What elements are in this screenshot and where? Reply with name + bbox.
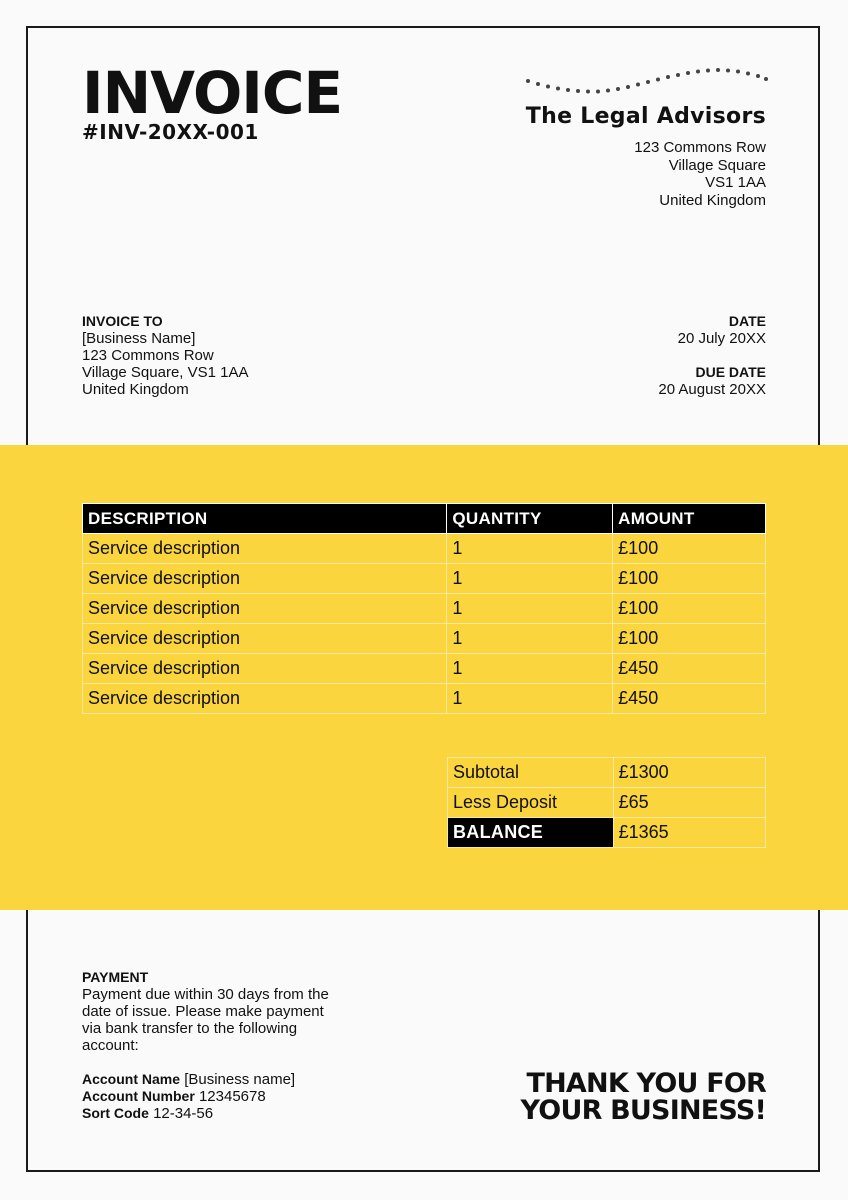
item-amount: £100 [613,534,766,564]
account-number-line [82,1088,332,1105]
company-name: The Legal Advisors [525,104,766,129]
totals-table [447,757,766,848]
company-address-line: United Kingdom [659,191,766,209]
deposit-label: Less Deposit [448,788,614,818]
item-quantity: 1 [447,624,613,654]
item-amount: £450 [613,684,766,714]
item-description: Service description [83,624,447,654]
sort-code-label: Sort Code [82,1105,149,1121]
table-row [83,564,766,594]
payment-label: PAYMENT [82,969,149,985]
company-address-line: 123 Commons Row [634,139,766,156]
column-header-quantity: QUANTITY [447,504,613,534]
deposit-row [448,788,766,818]
dotted-wave-decoration [522,64,770,98]
bill-to-label: INVOICE TO [82,313,163,329]
subtotal-label: Subtotal [448,758,614,788]
sort-code-line [82,1105,332,1122]
table-row [83,684,766,714]
subtotal-row [448,758,766,788]
item-description: Service description [83,654,447,684]
company-address [634,139,766,209]
sort-code: 12-34-56 [153,1105,214,1122]
account-name-label: Account Name [82,1071,181,1087]
item-description: Service description [83,534,447,564]
thank-you-line-2: YOUR BUSINESS! [520,1095,766,1126]
company-address-line: Village Square [668,156,766,174]
items-table [82,503,766,714]
account-name: [Business name] [184,1071,296,1088]
invoice-title: INVOICE [82,59,343,127]
invoice-date: 20 July 20XX [677,330,766,347]
table-row [83,534,766,564]
items-header-row [83,504,766,534]
bill-to-block [82,313,249,398]
bill-to-line: Village Square, VS1 1AA [82,364,249,381]
due-date-label: DUE DATE [695,364,766,380]
item-quantity: 1 [447,654,613,684]
subtotal-value: £1300 [613,758,765,788]
item-amount: £100 [613,564,766,594]
company-address-line: VS1 1AA [705,174,766,191]
balance-value: £1365 [613,818,765,848]
column-header-description: DESCRIPTION [83,504,447,534]
table-row [83,624,766,654]
bill-to-line: 123 Commons Row [82,347,214,364]
table-row [83,594,766,624]
item-description: Service description [83,684,447,714]
deposit-value: £65 [613,788,765,818]
item-quantity: 1 [447,594,613,624]
item-amount: £450 [613,654,766,684]
balance-row [448,818,766,848]
item-description: Service description [83,594,447,624]
account-number: 12345678 [198,1088,266,1105]
bill-to-line: United Kingdom [82,381,189,398]
dates-block [658,313,766,398]
balance-label: BALANCE [448,818,614,848]
payment-block [82,969,332,1122]
column-header-amount: AMOUNT [613,504,766,534]
item-quantity: 1 [447,534,613,564]
table-row [83,654,766,684]
account-number-label: Account Number [82,1088,195,1104]
item-quantity: 1 [447,564,613,594]
bill-to-line: [Business Name] [82,330,196,347]
item-amount: £100 [613,624,766,654]
invoice-number: #INV-20XX-001 [82,120,259,144]
date-label: DATE [728,313,766,329]
item-amount: £100 [613,594,766,624]
thank-you-line-1: THANK YOU FOR [526,1068,766,1099]
thank-you-message [521,1070,767,1124]
account-name-line [82,1071,332,1088]
due-date: 20 August 20XX [658,381,766,398]
item-quantity: 1 [447,684,613,714]
payment-text: Payment due within 30 days from the date of issue. Please make payment via bank transfer to the following account: [82,986,329,1054]
item-description: Service description [83,564,447,594]
